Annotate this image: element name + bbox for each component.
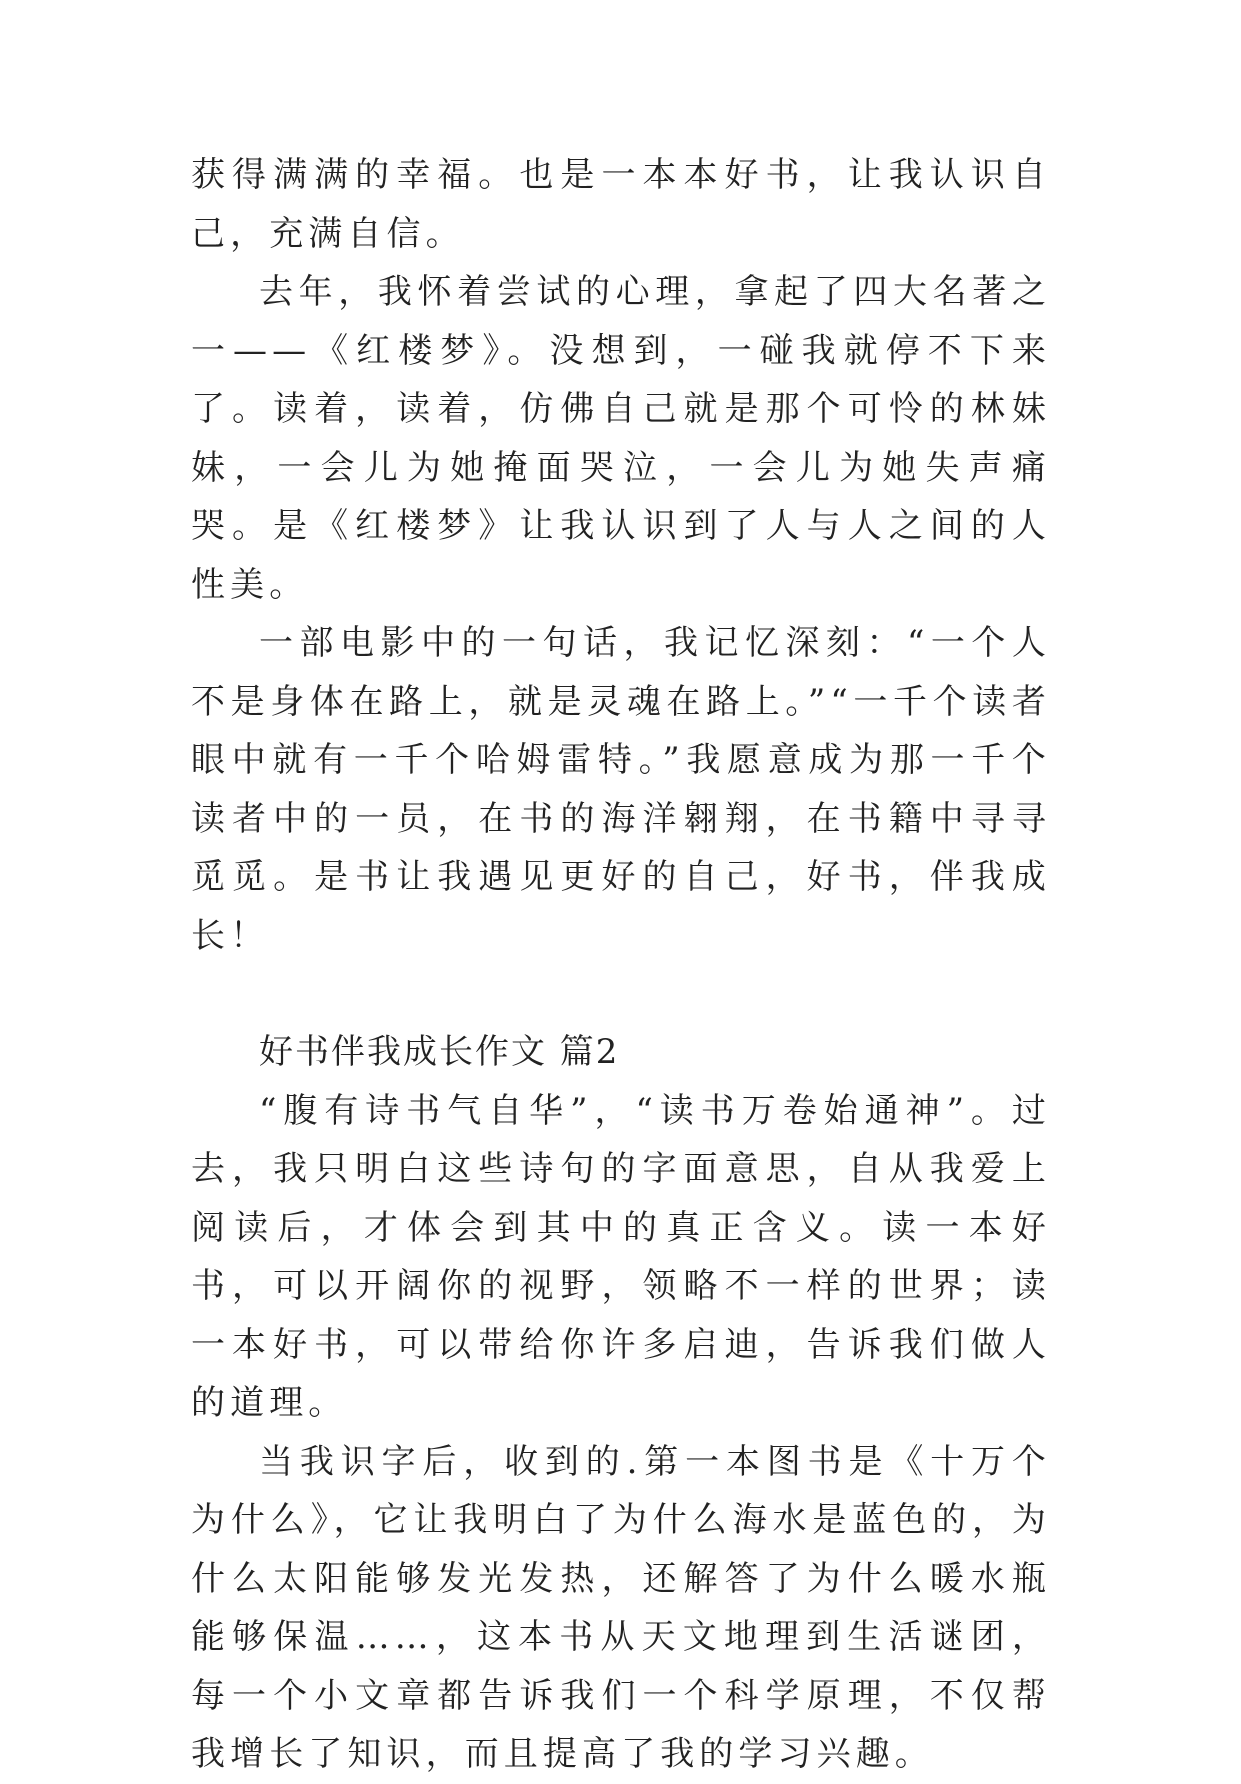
paragraph-hongloumeng: 去年，我怀着尝试的心理，拿起了四大名著之一——《红楼梦》。没想到，一碰我就停不下来了。读着，读着，仿佛自己就是那个可怜的林妹妹，一会儿为她掩面哭泣，一会儿为她失声痛哭。是《红楼梦》让我认识到了人与人之间的人性美。: [191, 272, 1051, 605]
document-body: [191, 146, 1051, 1784]
paragraph-continued: 获得满满的幸福。也是一本本好书，让我认识自己，充满自信。: [191, 155, 1051, 254]
section-heading: 好书伴我成长作文 篇2: [259, 1032, 620, 1072]
paragraph-first-book: 当我识字后，收到的.第一本图书是《十万个为什么》，它让我明白了为什么海水是蓝色的，为什么太阳能够发光发热，还解答了为什么暖水瓶能够保温……，这本书从天文地理到生活谜团，每一个小文章都告诉我们一个科学原理，不仅帮我增长了知识，而且提高了我的学习兴趣。: [191, 1441, 1051, 1774]
paragraph-poetry-quote: “腹有诗书气自华”，“读书万卷始通神”。过去，我只明白这些诗句的字面意思，自从我爱上阅读后，才体会到其中的真正含义。读一本好书，可以开阔你的视野，领略不一样的世界；读一本好书，可以带给你许多启迪，告诉我们做人的道理。: [191, 1090, 1051, 1423]
paragraph-movie-quote: 一部电影中的一句话，我记忆深刻：“一个人不是身体在路上，就是灵魂在路上。”“一千个读者眼中就有一千个哈姆雷特。”我愿意成为那一千个读者中的一员，在书的海洋翱翔，在书籍中寻寻觅觅。是书让我遇见更好的自己，好书，伴我成长！: [191, 623, 1051, 956]
